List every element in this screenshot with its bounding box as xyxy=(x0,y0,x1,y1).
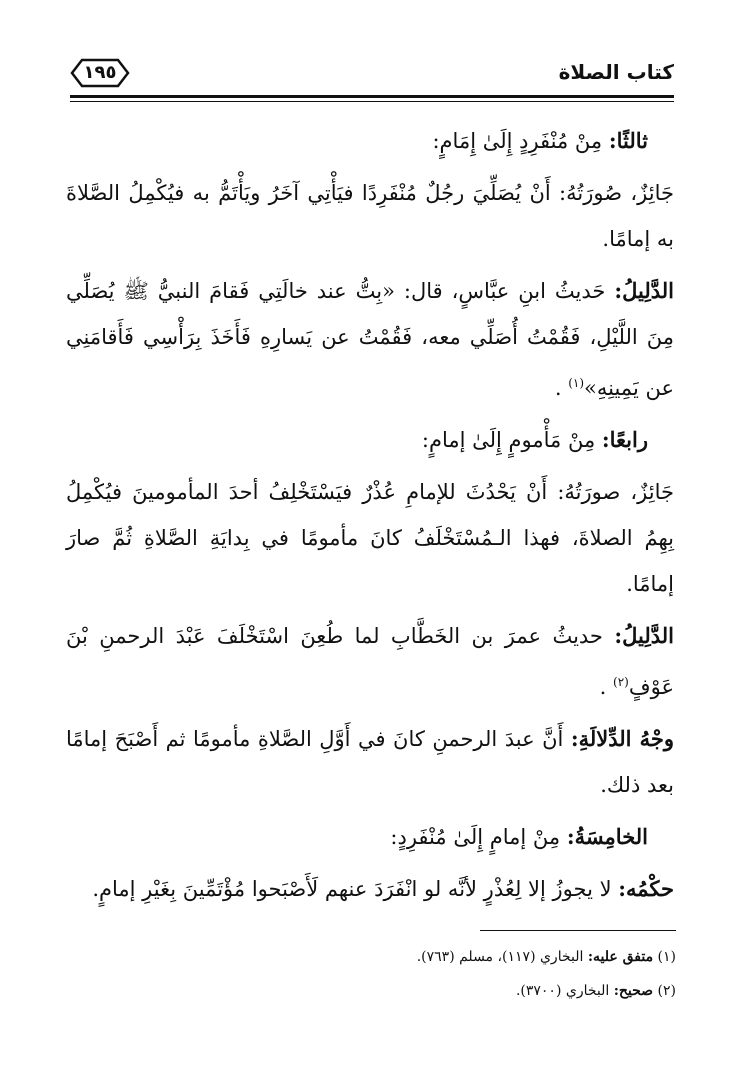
footnote-text: البخاري (١١٧)، مسلم (٧٦٣). xyxy=(416,949,588,965)
header-rule-thin xyxy=(70,101,674,102)
section-heading xyxy=(66,118,674,164)
section-label: ثالثًا: xyxy=(608,128,648,153)
paragraph-text: حَديثُ ابنِ عبَّاسٍ، قال: «بِتُّ عند خالَتِي فَقامَ النبيُّ ﷺ يُصَلِّي مِنَ اللَّيْلِ، فَقُمْتُ أُصَلِّي معه، فَقُمْتُ عن يَسارِهِ فَأَخَذَ بِرَأْسِي فَأَقامَنِي عن يَمِينِهِ» xyxy=(66,279,674,400)
inference-paragraph xyxy=(66,716,674,808)
evidence-paragraph xyxy=(66,613,674,710)
footnote-ref[interactable]: (٢) xyxy=(613,675,629,689)
ruling-paragraph xyxy=(66,866,674,912)
inference-label: وجْهُ الدِّلالَةِ: xyxy=(570,726,674,751)
footnote-text: البخاري (٣٧٠٠). xyxy=(515,983,614,999)
section-label: الخامِسَةُ: xyxy=(566,824,648,849)
section-text: مِنْ مُنْفَرِدٍ إِلَىٰ إِمَامٍ: xyxy=(432,129,609,153)
footnotes xyxy=(300,940,676,1008)
section-label: رابعًا: xyxy=(601,427,648,452)
paragraph-text: حديثُ عمرَ بن الخَطَّابِ لما طُعِنَ اسْتَخْلَفَ عَبْدَ الرحمنِ بْنَ عَوْفٍ xyxy=(66,624,674,699)
footnote-divider xyxy=(480,930,676,931)
paragraph-text: جَائِزٌ، صُورَتُهُ: أَنْ يُصَلِّيَ رجُلٌ مُنْفَرِدًا فيَأْتِي آخَرُ ويَأْتَمُّ به فيُكْمِلُ الصَّلاةَ به إمامًا. xyxy=(66,181,674,251)
section-text: مِنْ إمامٍ إِلَىٰ مُنْفَرِدٍ: xyxy=(390,825,567,849)
section-heading xyxy=(66,814,674,860)
footnote-item xyxy=(300,940,676,974)
ruling-label: حكْمُه: xyxy=(618,876,674,901)
page-number: ١٩٥ xyxy=(83,62,117,83)
footnote-label: صحيح: xyxy=(613,983,654,999)
footnote-item xyxy=(300,974,676,1008)
chapter-title: كتاب الصلاة xyxy=(558,60,674,84)
footnote-ref[interactable]: (١) xyxy=(568,376,585,390)
section-text: مِنْ مَأْمومٍ إِلَىٰ إمامٍ: xyxy=(421,428,602,452)
page-header xyxy=(70,58,674,98)
page-number-badge xyxy=(70,58,130,88)
paragraph xyxy=(66,170,674,262)
paragraph-tail: . xyxy=(599,675,614,699)
paragraph xyxy=(66,469,674,607)
section-heading xyxy=(66,417,674,463)
header-rule-thick xyxy=(70,95,674,98)
paragraph-text: أَنَّ عبدَ الرحمنِ كانَ في أَوَّلِ الصَّلاةِ مأمومًا ثم أَصْبَحَ إمامًا بعد ذلك. xyxy=(66,727,674,797)
body-text xyxy=(66,118,674,918)
paragraph-tail: . xyxy=(554,376,569,400)
evidence-paragraph xyxy=(66,268,674,411)
evidence-label: الدَّلِيلُ: xyxy=(614,278,674,303)
footnote-number: (١) xyxy=(657,949,676,965)
paragraph-text: لا يجوزُ إلا لِعُذْرٍ لأنَّه لو انْفَرَدَ عنهم لَأَصْبَحوا مُؤْتَمِّينَ بِغَيْرِ إمامٍ. xyxy=(92,877,619,901)
footnote-number: (٢) xyxy=(657,983,676,999)
evidence-label: الدَّلِيلُ: xyxy=(614,623,674,648)
paragraph-text: جَائِزٌ، صورَتُهُ: أَنْ يَحْدُثَ للإمامِ عُذْرٌ فيَسْتَخْلِفُ أحدَ المأمومينَ فيُكْمِلُ بِهِمُ الصلاةَ، فهذا الـمُسْتَخْلَفُ كانَ مأمومًا في بِدايَةِ الصَّلاةِ ثُمَّ صارَ إمامًا. xyxy=(66,480,674,596)
footnote-label: متفق عليه: xyxy=(587,949,654,965)
